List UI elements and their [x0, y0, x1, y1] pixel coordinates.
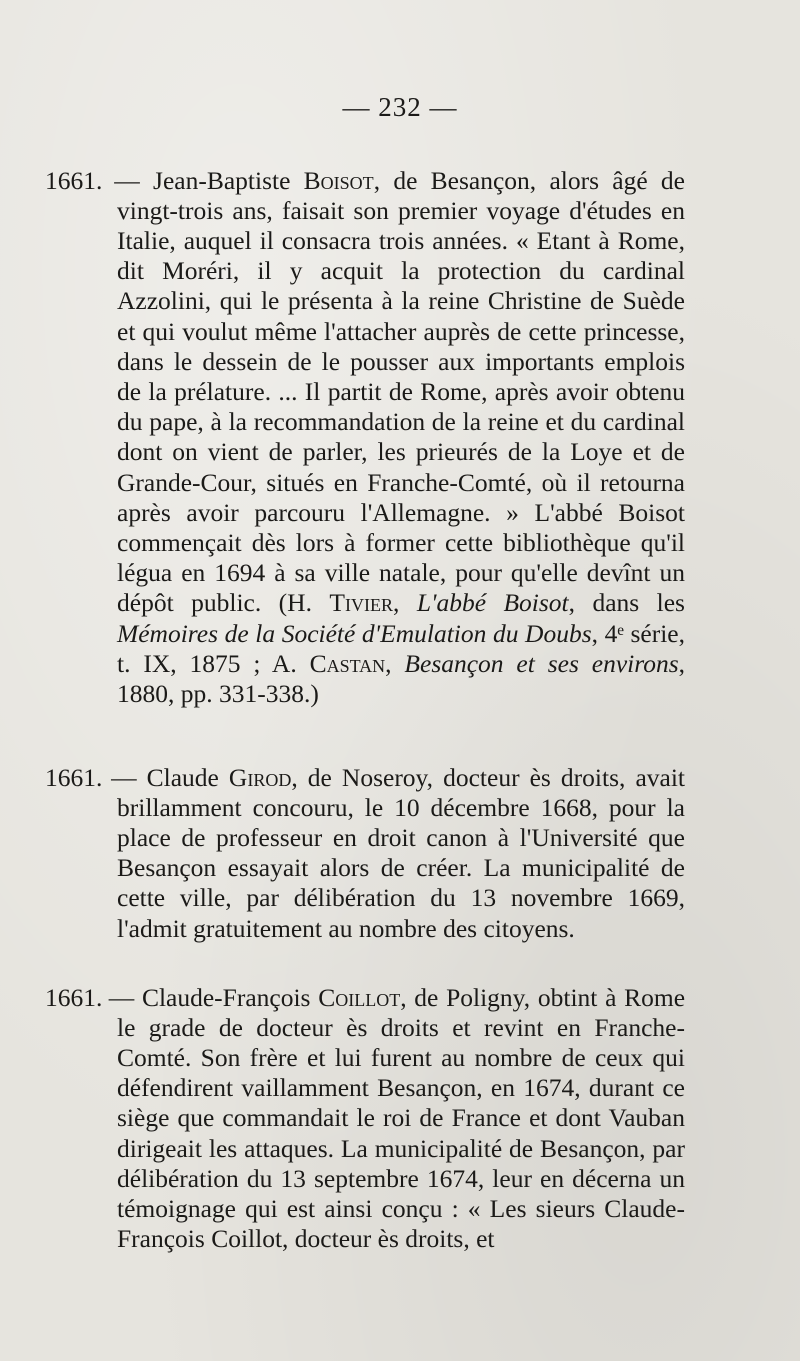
entry-name-surname: Coillot — [318, 982, 401, 1012]
entry-boisot — [45, 166, 685, 710]
entry-text: , de Besançon, alors âgé de vingt-trois ans, faisait son premier voyage d'études en Italie, auquel il consacra trois années. « Etant à Rome, dit Moréri, il y acquit la protection du cardinal Azzolini, qui le présenta à la reine Christine de Suède et qui voulut même l'attacher auprès de cette princesse, dans le dessein de le pousser aux importants emplois de la prélature. ... Il partit de Rome, après avoir obtenu du pape, à la recommandation de la reine et du cardinal dont on vient de parler, les prieurés de la Loye et de Grande-Cour, situés en Franche-Comté, où il retourna après avoir parcouru l'Allemagne. » L'abbé Boisot commençait dès lors à former cette bibliothèque qu'il légua en 1694 à sa ville natale, pour qu'elle devînt un dépôt public. (H. — [117, 165, 685, 618]
entry-name-surname: Girod — [228, 762, 292, 792]
reference-separator-2: , — [385, 648, 405, 678]
reference-author-2: Castan — [309, 648, 386, 678]
entry-dash: — — [101, 982, 142, 1012]
entry-name-surname: Boisot — [303, 165, 374, 195]
reference-separator: , — [392, 588, 417, 618]
entry-text: , de Noseroy, docteur ès droits, avait brillamment concouru, le 10 décembre 1668, pour la place de professeur en droit canon à l'Université que Besançon essayait alors de créer. La municipalité de cette ville, par délibération du 13 novembre 1669, l'admit gratuitement au nombre des citoyens. — [117, 762, 685, 943]
reference-details-2: , 1880, pp. 331-338.) — [117, 648, 685, 708]
reference-journal: Mémoires de la Société d'Emulation du Doubs — [117, 618, 592, 648]
entry-dash: — — [101, 165, 154, 195]
show-through-marks — [440, 125, 446, 152]
entry-year: 1661. — [45, 982, 103, 1012]
entry-name-first: Claude-François — [141, 982, 319, 1012]
entry-dash: — — [101, 762, 147, 792]
reference-author: Tivier — [329, 588, 393, 618]
entry-text: , de Poligny, obtint à Rome le grade de docteur ès droits et revint en Franche-Comté. Son frère et lui furent au nombre de ceux qui défendirent vaillamment Besançon, en 1674, durant ce siège que commandait le roi de France et dont Vauban dirigeait les attaques. La municipalité de Besançon, par délibération du 13 septembre 1674, leur en décerna un témoignage qui est ainsi conçu : « Les sieurs Claude-François Coillot, docteur ès droits, et — [117, 982, 686, 1254]
entry-girod — [45, 763, 685, 944]
entry-year: 1661. — [45, 762, 103, 792]
entry-name-first: Jean-Baptiste — [153, 165, 304, 195]
entry-coillot — [45, 983, 685, 1255]
entry-year: 1661. — [45, 165, 103, 195]
reference-title: L'abbé Boisot — [416, 588, 569, 618]
page-number: — 232 — — [342, 92, 458, 122]
reference-title-2: Besançon et ses environs — [404, 648, 679, 678]
reference-details: , 4ᵉ série, t. IX, 1875 ; A. — [117, 618, 685, 678]
reference-text: , dans les — [568, 588, 685, 618]
entry-name-first: Claude — [146, 762, 229, 792]
